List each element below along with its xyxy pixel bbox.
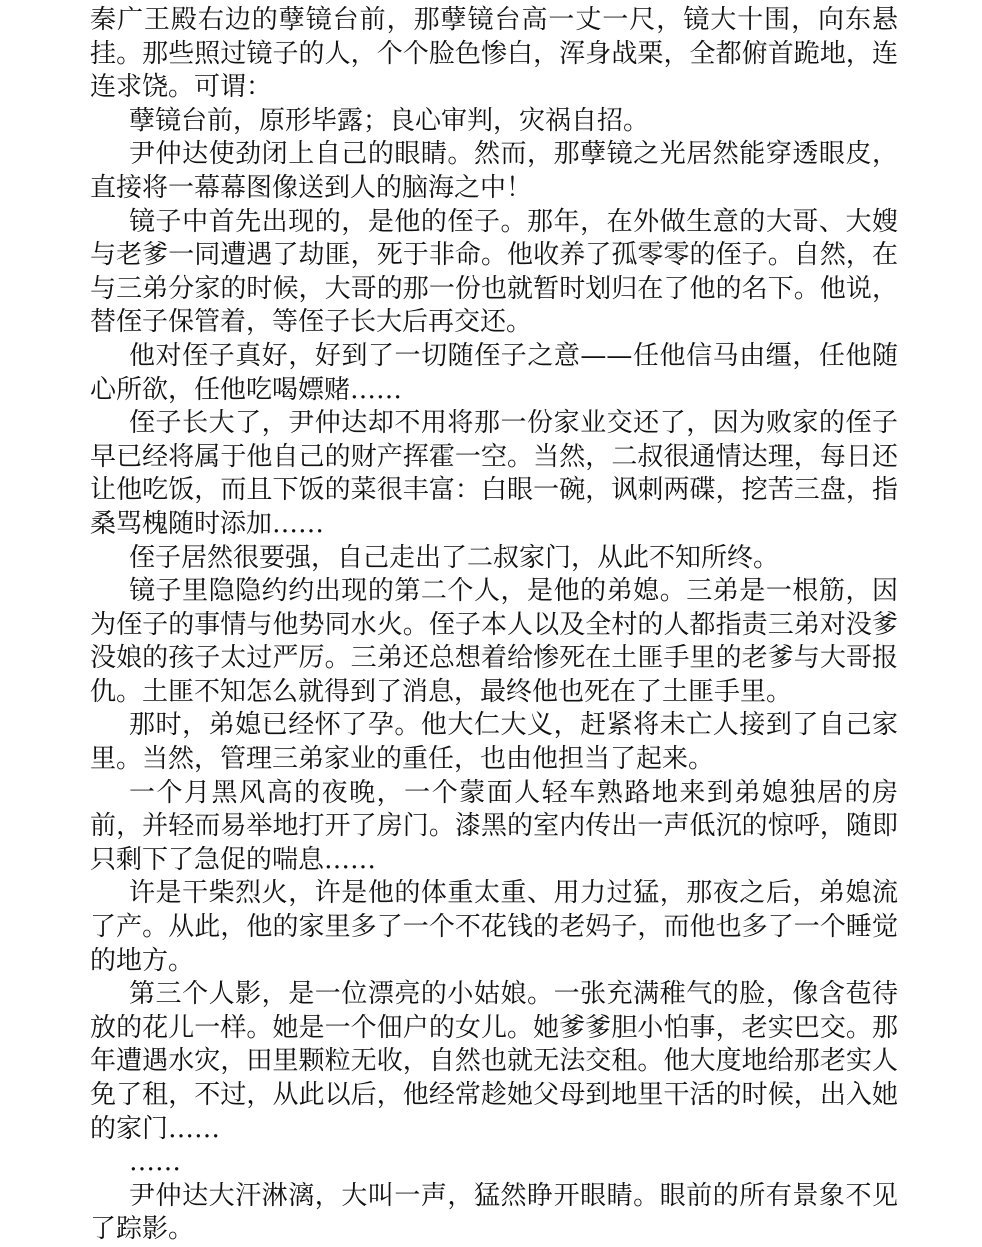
paragraph-wakes: 尹仲达大汗淋漓，大叫一声，猛然睁开眼睛。眼前的所有景象不见了踪影。 — [90, 1180, 898, 1245]
paragraph-ellipsis: …… — [129, 1147, 181, 1178]
paragraph-nephew-leaves: 侄子居然很要强，自己走出了二叔家门，从此不知所终。 — [129, 542, 780, 573]
paragraph-pregnant: 那时，弟媳已经怀了孕。他大仁大义，赶紧将未亡人接到了自己家里。当然，管理三弟家业的重任，也由他担当了起来。 — [90, 710, 898, 775]
paragraph-mirror-platform: 秦广王殿右边的孽镜台前，那孽镜台高一丈一尺，镜大十围，向东悬挂。那些照过镜子的人，个个脸色惨白，浑身战栗，全都俯首跪地，连连求饶。可谓： — [90, 5, 898, 103]
paragraph-masked-man: 一个月黑风高的夜晚，一个蒙面人轻车熟路地来到弟媳独居的房前，并轻而易举地打开了房门。漆黑的室内传出一声低沉的惊呼，随即只剩下了急促的喘息…… — [90, 777, 898, 875]
paragraph-nephew: 镜子中首先出现的，是他的侄子。那年，在外做生意的大哥、大嫂与老爹一同遭遇了劫匪，死于非命。他收养了孤零零的侄子。自然，在与三弟分家的时候，大哥的那一份也就暂时划归在了他的名下。他说，替侄子保管着，等侄子长大后再交还。 — [90, 206, 898, 338]
paragraph-sister-in-law: 镜子里隐隐约约出现的第二个人，是他的弟媳。三弟是一根筋，因为侄子的事情与他势同水火。侄子本人以及全村的人都指责三弟对没爹没娘的孩子太过严厉。三弟还总想着给惨死在土匪手里的老爹与大哥报仇。土匪不知怎么就得到了消息，最终他也死在了土匪手里。 — [90, 576, 898, 707]
paragraph-third-figure: 第三个人影，是一位漂亮的小姑娘。一张充满稚气的脸，像含苞待放的花儿一样。她是一个佃户的女儿。她爹爹胆小怕事，老实巴交。那年遭遇水灾，田里颗粒无收，自然也就无法交租。他大度地给那老实人免了租，不过，从此以后，他经常趁她父母到地里干活的时候，出入她的家门…… — [90, 979, 898, 1144]
paragraph-closes-eyes: 尹仲达使劲闭上自己的眼睛。然而，那孽镜之光居然能穿透眼皮，直接将一幕幕图像送到人的脑海之中！ — [90, 139, 898, 203]
paragraph-miscarriage: 许是干柴烈火，许是他的体重太重、用力过猛，那夜之后，弟媳流了产。从此，他的家里多了一个不花钱的老妈子，而他也多了一个睡觉的地方。 — [90, 878, 898, 976]
paragraph-verse: 孽镜台前，原形毕露；良心审判，灾祸自招。 — [129, 105, 650, 136]
paragraph-nephew-grown: 侄子长大了，尹仲达却不用将那一份家业交还了，因为败家的侄子早已经将属于他自己的财产挥霍一空。当然，二叔很通情达理，每日还让他吃饭，而且下饭的菜很丰富：白眼一碗，讽刺两碟，挖苦三盘，指桑骂槐随时添加…… — [90, 408, 898, 539]
paragraph-indulgence: 他对侄子真好，好到了一切随侄子之意——任他信马由缰，任他随心所欲，任他吃喝嫖赌…… — [90, 340, 898, 405]
